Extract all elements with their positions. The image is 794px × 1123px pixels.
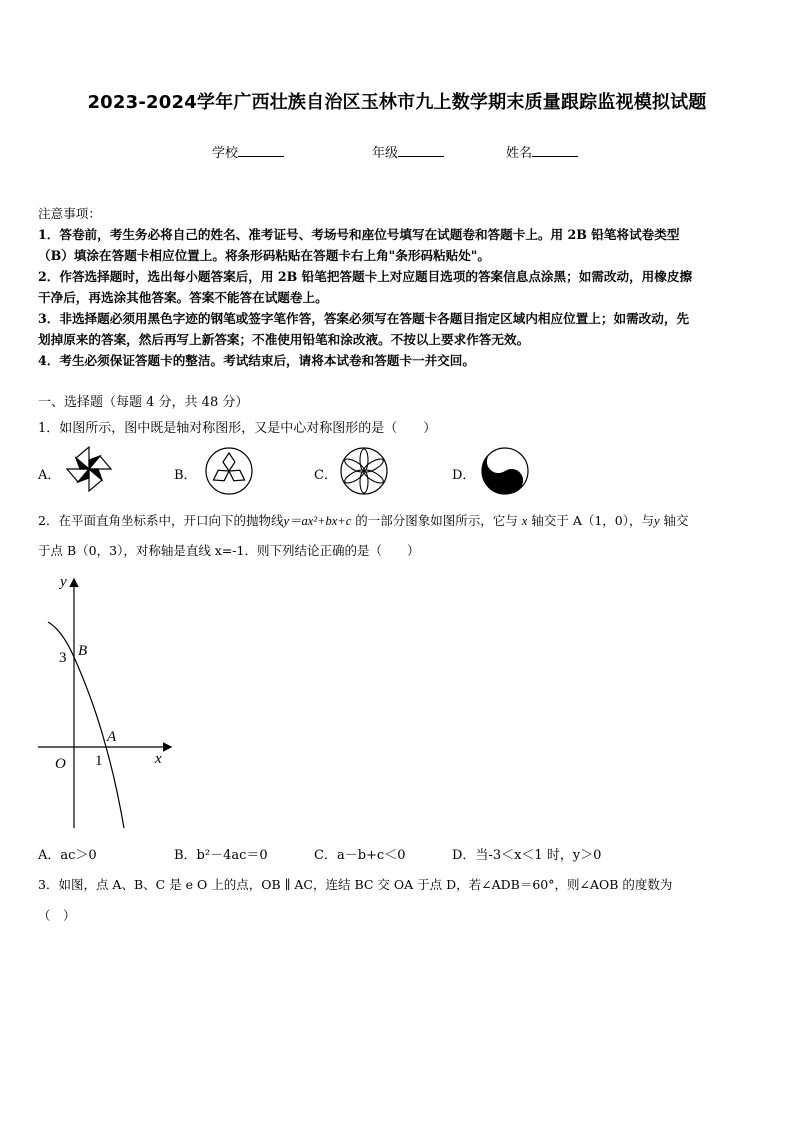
notice-line-4: 干净后，再选涂其他答案。答案不能答在试题卷上。 bbox=[38, 290, 328, 305]
x-axis-label: x bbox=[155, 751, 162, 767]
grade-blank[interactable] bbox=[398, 144, 444, 157]
q1-option-a-label[interactable]: A． bbox=[38, 468, 61, 483]
name-label: 姓名 bbox=[506, 146, 533, 161]
q2-option-d[interactable]: D．当-3＜x＜1 时，y＞0 bbox=[452, 848, 602, 863]
name-field bbox=[506, 142, 578, 161]
notice-line-5: 3．非选择题必须用黑色字迹的钢笔或签字笔作答，答案必须写在答题卡各题目指定区域内相应位置上；如需改动，先 bbox=[38, 311, 690, 326]
y-axis-label: y bbox=[60, 574, 67, 590]
notice-line-3: 2．作答选择题时，选出每小题答案后，用 2B 铅笔把答题卡上对应题目选项的答案信息点涂黑；如需改动，用橡皮擦 bbox=[38, 269, 693, 284]
six-petal-circle-icon bbox=[339, 446, 389, 496]
notice-heading: 注意事项： bbox=[38, 206, 101, 221]
section-heading: 一、选择题（每题 4 分，共 48 分） bbox=[38, 395, 249, 410]
q1-option-b-label[interactable]: B． bbox=[174, 468, 197, 483]
q3-stem-line-1: 3．如图，点 A、B、C 是 e O 上的点，OB ∥ AC，连结 BC 交 OA 于点 D，若∠ADB＝60°，则∠AOB 的度数为 bbox=[38, 877, 673, 892]
point-a-label: A bbox=[107, 729, 117, 745]
grade-label: 年级 bbox=[372, 146, 399, 161]
q2-stem-A: A（1，0），与 bbox=[572, 513, 654, 528]
y-tick-label: 3 bbox=[59, 650, 67, 666]
q2-stem-line-2: 于点 B（0，3），对称轴是直线 x=-1．则下列结论正确的是（ ） bbox=[38, 543, 420, 558]
school-field bbox=[212, 142, 284, 161]
page-title: 2023-2024学年广西壮族自治区玉林市九上数学期末质量跟踪监视模拟试题 bbox=[87, 92, 707, 113]
q2-stem-c: 轴交于 bbox=[531, 513, 569, 528]
notice-line-6: 划掉原来的答案，然后再写上新答案；不准使用铅笔和涂改液。不按以上要求作答无效。 bbox=[38, 332, 530, 347]
x-tick-label: 1 bbox=[95, 753, 103, 769]
name-blank[interactable] bbox=[532, 144, 578, 157]
origin-label: O bbox=[55, 756, 66, 772]
notice-line-2: （B）填涂在答题卡相应位置上。将条形码粘贴在答题卡右上角"条形码粘贴处"。 bbox=[38, 248, 490, 263]
q3-stem-line-2: （ ） bbox=[38, 908, 76, 923]
q2-stem-a: 2．在平面直角坐标系中，开口向下的抛物线 bbox=[38, 513, 284, 528]
yin-yang-icon bbox=[480, 446, 530, 496]
q2-option-c[interactable]: C．a－b+c＜0 bbox=[314, 848, 406, 863]
q2-option-b[interactable]: B．b²－4ac＝0 bbox=[174, 848, 268, 863]
q2-stem-b: 的一部分图象如图所示，它与 bbox=[355, 513, 518, 528]
q1-option-d-label[interactable]: D． bbox=[452, 468, 476, 483]
parabola-graph bbox=[36, 572, 182, 834]
q1-stem: 1．如图所示，图中既是轴对称图形，又是中心对称图形的是（ ） bbox=[38, 421, 437, 436]
q1-option-c-label[interactable]: C． bbox=[314, 468, 337, 483]
q2-stem-formula: y＝ax²+bx+c bbox=[283, 514, 352, 528]
mitsubishi-circle-icon bbox=[204, 446, 254, 496]
school-blank[interactable] bbox=[238, 144, 284, 157]
q2-stem-y: y bbox=[654, 514, 660, 528]
notice-line-7: 4．考生必须保证答题卡的整洁。考试结束后，请将本试卷和答题卡一并交回。 bbox=[38, 353, 475, 368]
grade-field bbox=[372, 142, 444, 161]
q2-option-a[interactable]: A．ac＞0 bbox=[38, 848, 97, 863]
school-label: 学校 bbox=[212, 146, 239, 161]
q2-stem-line-1 bbox=[38, 511, 689, 529]
q2-stem-d: 轴交 bbox=[663, 513, 689, 528]
point-b-label: B bbox=[78, 643, 88, 659]
notice-line-1: 1．答卷前，考生务必将自己的姓名、准考证号、考场号和座位号填写在试题卷和答题卡上。用 2B 铅笔将试卷类型 bbox=[38, 227, 680, 242]
q2-stem-x: x bbox=[521, 514, 528, 528]
pinwheel-icon bbox=[62, 444, 116, 494]
